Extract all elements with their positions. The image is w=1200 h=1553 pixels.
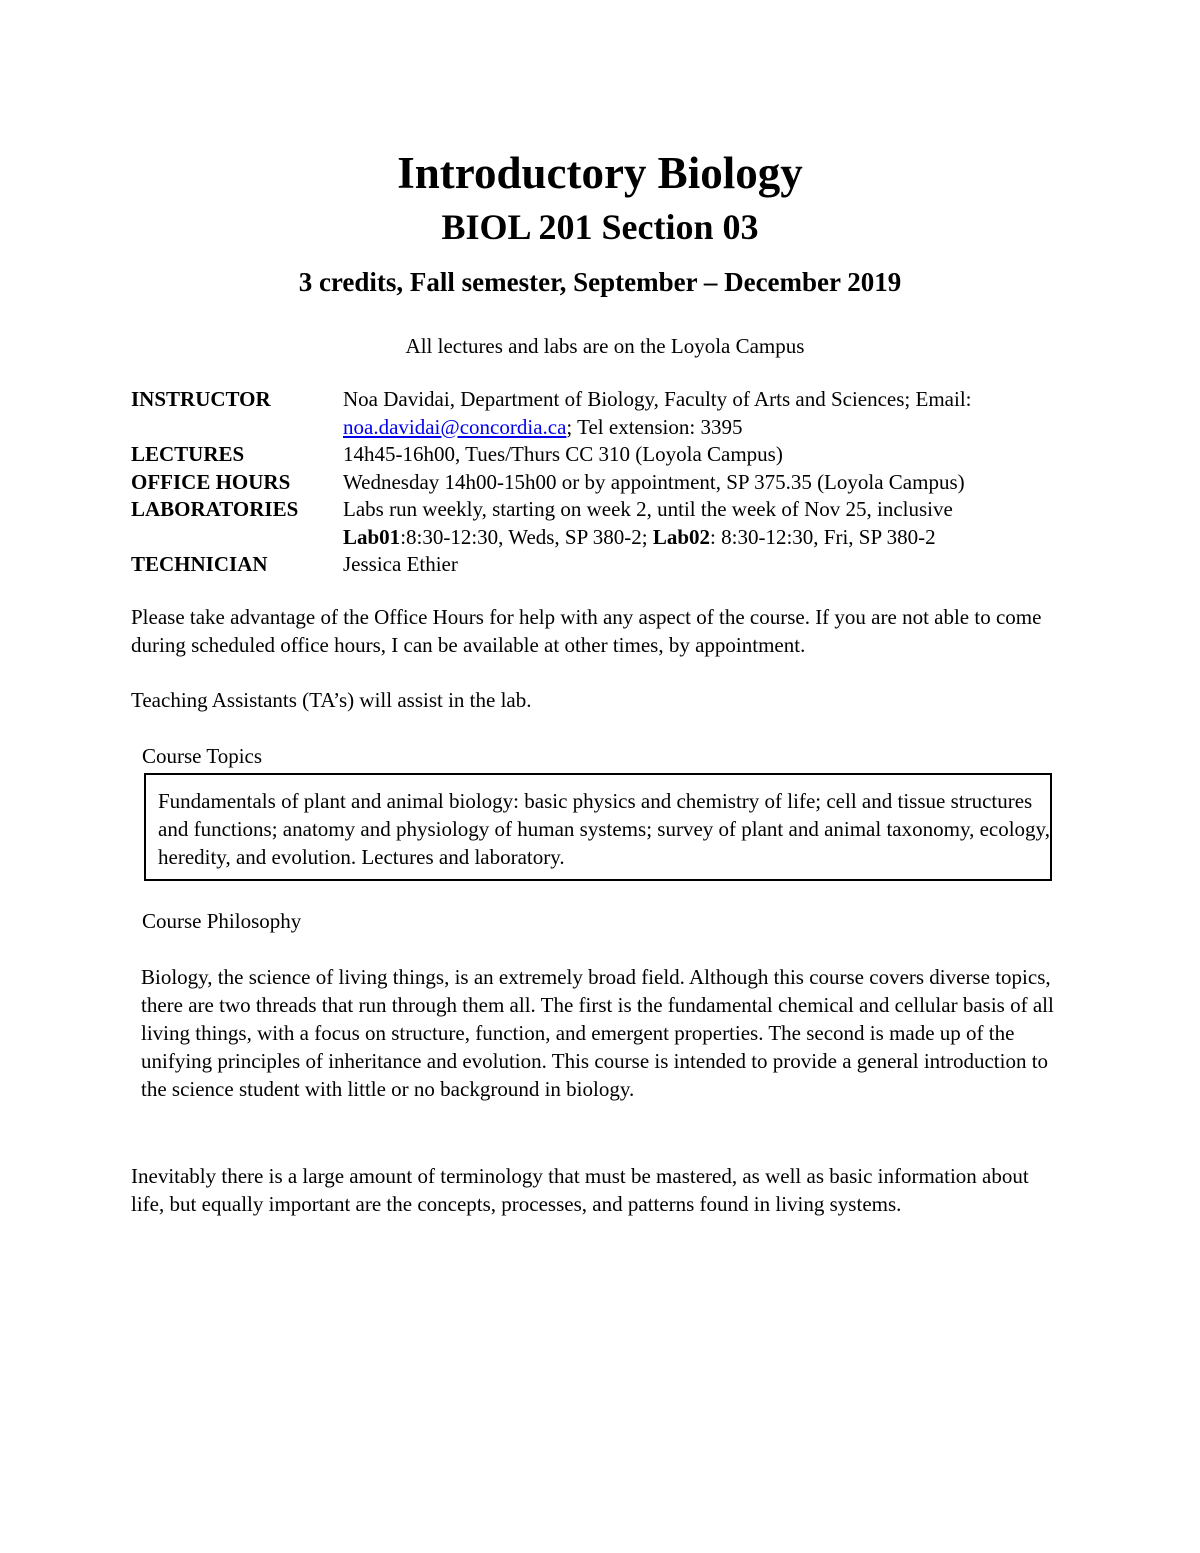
info-row-laboratories	[131, 496, 1071, 551]
info-row-technician	[131, 551, 1071, 579]
technician-label: TECHNICIAN	[131, 552, 268, 576]
office-hours-label: OFFICE HOURS	[131, 469, 291, 494]
course-philosophy-heading: Course Philosophy	[142, 909, 302, 933]
page-title: Introductory Biology	[397, 148, 803, 198]
laboratories-value	[343, 496, 1071, 551]
credits-line: 3 credits, Fall semester, September – December 2019	[298, 267, 902, 297]
lab01-details: :8:30-12:30, Weds, SP 380-2;	[400, 524, 653, 549]
teaching-assistants-paragraph: Teaching Assistants (TA’s) will assist in the lab.	[131, 688, 532, 712]
lectures-label: LECTURES	[131, 442, 245, 466]
office-hours-value: Wednesday 14h00-15h00 or by appointment, SP 375.35 (Loyola Campus)	[343, 469, 965, 494]
course-topics-heading: Course Topics	[142, 744, 263, 768]
lab02-details: : 8:30-12:30, Fri, SP 380-2	[710, 524, 936, 549]
instructor-email-link[interactable]: noa.davidai@concordia.ca	[343, 414, 567, 439]
lab02-name: Lab02	[652, 524, 711, 549]
info-row-office-hours	[131, 469, 1071, 497]
info-row-instructor	[131, 386, 1071, 441]
course-topics-text: Fundamentals of plant and animal biology: basic physics and chemistry of life; cell and tissue structures and functions; anatomy and physiology of human systems; survey of plant and animal taxonomy, ecology, heredity, and evolution. Lectures and laboratory.	[158, 789, 1050, 869]
course-philosophy-paragraph: Biology, the science of living things, is an extremely broad field. Although this course covers diverse topics, there are two threads that run through them all. The first is the fundamental chemical and cellular basis of all living things, with a focus on structure, function, and emergent properties. The second is made up of the unifying principles of inheritance and evolution. This course is intended to provide a general introduction to the science student with little or no background in biology.	[141, 965, 1054, 1101]
lab01-name: Lab01	[343, 524, 401, 549]
course-topics-box	[144, 773, 1052, 881]
office-hours-paragraph: Please take advantage of the Office Hours for help with any aspect of the course. If you are not able to come during scheduled office hours, I can be available at other times, by appointment.	[131, 605, 1042, 657]
laboratories-label: LABORATORIES	[131, 497, 299, 521]
technician-value: Jessica Ethier	[343, 552, 458, 576]
course-info-table	[131, 386, 1071, 579]
info-row-lectures	[131, 441, 1071, 469]
instructor-line1: Noa Davidai, Department of Biology, Faculty of Arts and Sciences; Email:	[343, 387, 972, 411]
lectures-value: 14h45-16h00, Tues/Thurs CC 310 (Loyola Campus)	[343, 442, 783, 466]
instructor-value	[343, 386, 1071, 441]
instructor-label: INSTRUCTOR	[131, 387, 271, 411]
campus-note: All lectures and labs are on the Loyola Campus	[405, 334, 805, 358]
course-code: BIOL 201 Section 03	[441, 207, 759, 247]
instructor-line2: ; Tel extension: 3395	[566, 414, 743, 439]
terminology-paragraph: Inevitably there is a large amount of terminology that must be mastered, as well as basic information about life, but equally important are the concepts, processes, and patterns found in living systems.	[131, 1164, 1029, 1216]
laboratories-line1: Labs run weekly, starting on week 2, until the week of Nov 25, inclusive	[343, 497, 953, 521]
